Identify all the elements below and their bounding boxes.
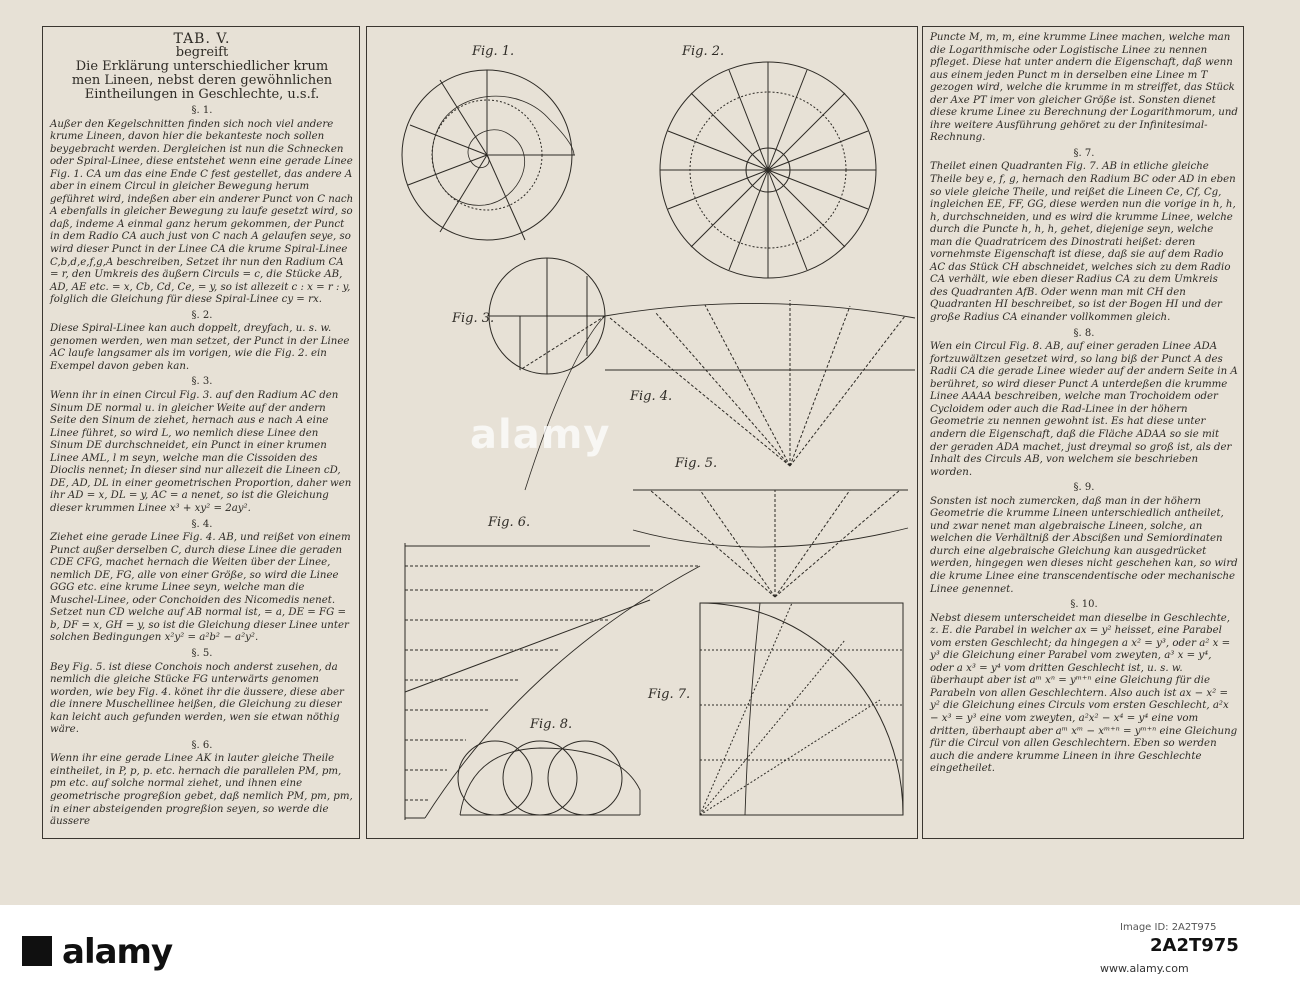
paragraph: Außer den Kegelschnitten finden sich noch viel andere krume Lineen, davon hier die bekanteste noch sollen beygebracht werden. Dergleichen ist nun die Schnecken oder Spiral-Linee, diese entstehet wenn eine gerade Linee Fig. 1. CA um das eine Ende C fest gestellet, das andere A aber in einem Circul in gleicher Bewegung herum geführet wird, indeßen aber ein anderer Punct von C nach A ebenfalls in gleicher Bewegung zu laufe gesetzt wird, so daß, indeme A einmal ganz herum gekommen, der Punct in dem Radio CA auch just von C nach A gelaufen seye, so wird dieser Punct in der Linee CA die krume Spiral-Linee C,b,d,e,f,g,A beschreiben, Setzet ihr nun den Radium CA = r, den Umkreis des äußern Circuls = c, die Stücke AB, AD, AE etc. = x, Cb, Cd, Ce, = y, so ist allezeit c : x = r : y, folglich die Gleichung für diese Spiral-Linee cy = rx. [50,118,354,306]
paragraph: Ziehet eine gerade Linee Fig. 4. AB, und reißet von einem Punct außer derselben C, durch diese Linee die geraden CDE CFG, machet hernach die Weiten über der Linee, nemlich DE, FG, alle von einer Größe, so wird die Linee GGG etc. eine krume Linee seyn, welche man die Muschel-Linee, oder Conchoiden des Nicomedis nenet. Setzet nun CD welche auf AB normal ist, = a, DE = FG = b, DF = x, GH = y, so ist die Gleichung dieser Linee unter solchen Bedingungen x²y² = a²b² − a²y². [50,532,351,644]
right-text-column [930,32,1238,776]
section-heading: §. 4. [191,518,213,530]
heading-line-2: men Lineen, nebst deren gewöhnlichen [71,73,333,88]
paragraph: Theilet einen Quadranten Fig. 7. AB in etliche gleiche Theile bey e, f, g, hernach den Radium BC oder AD in eben so viele gleiche Theile, und reißet die Lineen Ce, Cf, Cg, ingleichen EE, FF, GG, diese werden nun die vorige in h, h, h, durchschneiden, und es wird die krumme Linee, welche durch die Puncte h, h, h, gehet, diejenige seyn, welche man die Quadratricem des Dinostrati heißet: deren vornehmste Eigenschaft ist diese, daß sie auf dem Radio AC das Stück CH abschneidet, welches sich zu dem Radio CA verhält, wie eben dieser Radius CA zu dem Umkreis des Quadranten AfB. Oder wenn man mit CH den Quadranten HI beschreibet, so ist der Bogen HI und der große Radius CA einander vollkommen gleich. [930,161,1236,324]
heading-line-1: Die Erklärung unterschiedlicher krum [75,59,329,74]
plate-number: TAB. V. [173,31,231,47]
left-text-column [50,32,354,829]
heading-line-3: Eintheilungen in Geschlechte, u.s.f. [84,87,320,102]
heading-begreift: begreift [175,45,229,60]
section-heading: §. 10. [1070,599,1098,611]
paragraph: Diese Spiral-Linee kan auch doppelt, dreyfach, u. s. w. genomen werden, wen man setzet, der Punct in der Linee AC laufe langsamer als im vorigen, wie die Fig. 2. ein Exempel davon geben kan. [50,323,350,372]
fig4-label: Fig. 4. [630,389,673,404]
fig7-label: Fig. 7. [648,687,691,702]
figures-canvas [366,26,918,839]
paragraph: Wenn ihr in einen Circul Fig. 3. auf den Radium AC den Sinum DE normal u. in gleicher Weite auf der andern Seite den Sinum de ziehet, hernach aus e nach A eine Linee führet, so wird L, wo nemlich diese Linee den Sinum DE durchschneidet, ein Punct in einer krumen Linee AML, l m seyn, welche man die Cissoiden des Dioclis nennet; In dieser sind nur allezeit die Lineen cD, DE, AD, DL in einer geometrischen Proportion, daher wen ihr AD = x, DL = y, AC = a nenet, so ist die Gleichung dieser krummen Linee x³ + xy² = 2ay². [50,390,352,514]
fig8-cycloid-diagram [458,741,640,815]
paragraph: Wen ein Circul Fig. 8. AB, auf einer geraden Linee ADA fortzuwältzen gesetzet wird, so lang biß der Punct A des Radii CA die gerade Linee wieder auf der andern Seite in A berühret, so wird dieser Punct A unterdeßen die krumme Linee AAAA beschreiben, welche man Trochoidem oder Cycloidem oder auch die Rad-Linee in der höhern Geometrie zu nennen gewohnt ist. Es hat diese unter andern die Eigenschaft, daß die Fläche ADAA so sie mit der geraden ADA machet, just dreymal so groß ist, als der Inhalt des Circuls AB, von welchem sie beschrieben worden. [930,341,1238,478]
fig1-label: Fig. 1. [472,44,515,59]
alamy-mark-icon [22,936,52,966]
section-heading: §. 7. [1073,147,1095,159]
footer-logo [22,932,172,972]
paragraph: Puncte M, m, m, eine krumme Linee machen, welche man die Logarithmische oder Logistische Linee zu nennen pfleget. Diese hat unter andern die Eigenschaft, daß wenn aus einem jeden Punct m in derselben eine Linee m T gezogen wird, welche die krumme in m streiffet, das Stück der Axe PT imer von gleicher Größe ist. Sonsten dienet diese krume Linee zu Berechnung der Logarithmorum, und ihre weitere Ausführung gehöret zu der Infinitesimal-Rechnung. [930,32,1238,144]
fig2-label: Fig. 2. [682,44,725,59]
section-heading: §. 2. [191,309,213,321]
fig4-conchoid-diagram [605,300,915,466]
fig6-logarithmic-diagram [405,543,700,820]
section-heading: §. 3. [191,376,213,388]
footer-image-id-label: Image ID: 2A2T975 [1120,922,1217,933]
section-heading: §. 9. [1073,482,1095,494]
fig1-spiral-diagram [402,70,575,240]
paragraph: Nebst diesem unterscheidet man dieselbe in Geschlechte, z. E. die Parabel in welcher ax = y² heisset, eine Parabel vom ersten Geschlecht; da hingegen a x² = y³, oder a² x = y³ die Gleichung einer Parabel vom zweyten, a³ x = y⁴, oder a x³ = y⁴ vom dritten Geschlecht ist, u. s. w. überhaupt aber ist aᵐ xⁿ = yᵐ⁺ⁿ eine Gleichung für die Parabeln von allen Geschlechtern. Also auch ist ax − x² = y² die Gleichung eines Circuls vom ersten Geschlecht, a²x − x³ = y³ eine vom zweyten, a²x² − x⁴ = y⁴ eine vom dritten, überhaupt aber aᵐ xᵐ − xᵐ⁺ⁿ = yᵐ⁺ⁿ eine Gleichung für die Circul von allen Geschlechtern. Eben so werden auch die andere krumme Lineen in ihre Geschlechte eingetheilet. [930,612,1238,775]
footer-image-code: 2A2T975 [1150,935,1239,956]
section-heading: §. 1. [191,105,213,116]
plate-heading [50,32,354,102]
section-heading: §. 6. [191,739,213,751]
fig3-label: Fig. 3. [452,311,495,326]
footer-logo-text: alamy [62,932,173,972]
watermark: alamy [470,412,611,458]
section-heading: §. 5. [191,647,213,659]
section-heading: §. 8. [1073,327,1095,339]
fig2-double-spiral-diagram [660,62,876,278]
fig6-label: Fig. 6. [488,515,531,530]
fig7-quadratrix-diagram [700,603,903,815]
paragraph: Wenn ihr eine gerade Linee AK in lauter gleiche Theile eintheilet, in P, p, p. etc. hernach die parallelen PM, pm, pm etc. auf solche normal ziehet, und ihnen eine geometrische progreßion gebet, daß nemlich PM, pm, pm, in einer absteigenden progreßion seyen, so werde die äussere [50,753,353,828]
fig5-label: Fig. 5. [675,456,718,471]
paragraph: Bey Fig. 5. ist diese Conchois noch anderst zusehen, da nemlich die gleiche Stücke FG unterwärts genomen worden, wie bey Fig. 4. könet ihr die äussere, diese aber die innere Muschellinee heißen, die Gleichung zu dieser kan leicht auch gefunden werden, wen sie etwan nöthig wäre. [50,661,344,736]
paragraph: Sonsten ist noch zumercken, daß man in der höhern Geometrie die krumme Lineen unterschiedlich antheilet, und zwar nenet man algebraische Lineen, solche, an welchen die Verhältniß der Abscißen und Semiordinaten durch eine algebraische Gleichung kan ausgedrücket werden, hingegen wen dieses nicht geschehen kan, so wird die krume Linee eine transcendentische oder mechanische Linee genennet. [930,495,1238,595]
fig8-label: Fig. 8. [530,717,573,732]
footer-url: www.alamy.com [1100,962,1189,975]
